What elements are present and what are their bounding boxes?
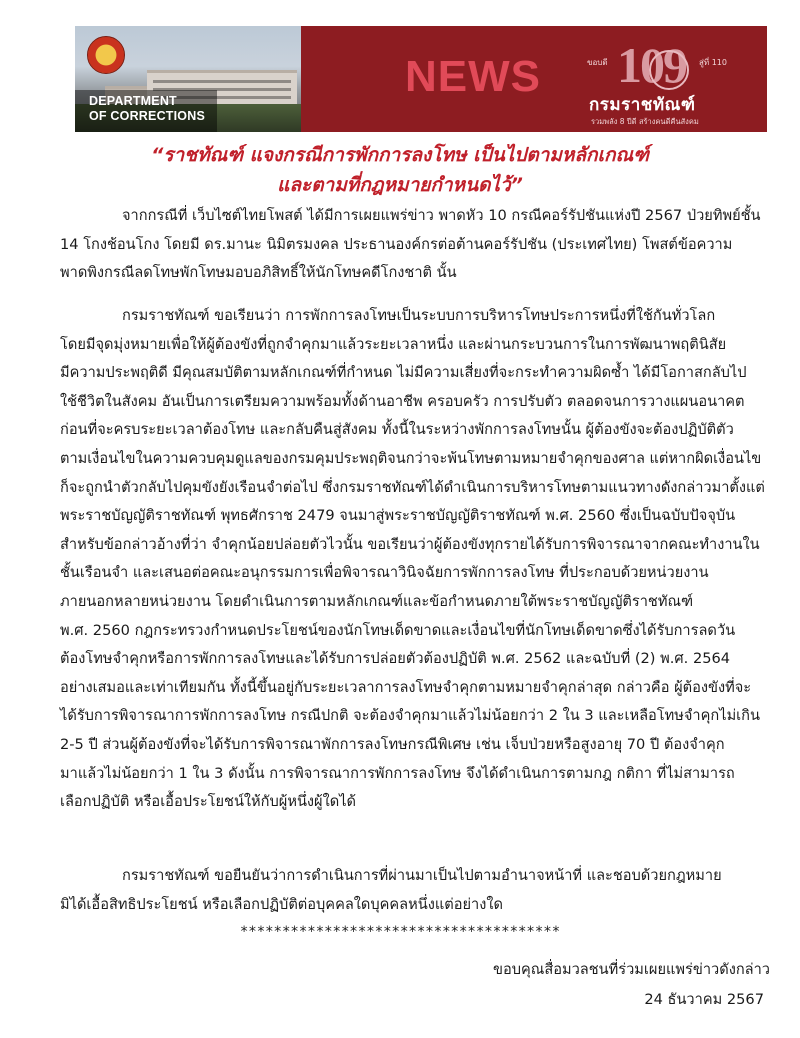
paragraph-line: จากกรณีที่ เว็บไซต์ไทยโพสต์ ได้มีการเผยแพร่ข่าว พาดหัว 10 กรณีคอร์รัปชันแห่งปี 2567 ป่วยทิพย์ชั้น [122,207,761,224]
news-banner [75,26,767,132]
headline-line-1: “ราชทัณฑ์ แจงกรณีการพักการลงโทษ เป็นไปตามหลักเกณฑ์ [151,144,649,166]
paragraph-line: พระราชบัญญัติราชทัณฑ์ พุทธศักราช 2479 จนมาสู่พระราชบัญญัติราชทัณฑ์ พ.ศ. 2560 ซึ่งเป็นฉบับปัจจุบัน [60,507,736,525]
department-name: DEPARTMENT OF CORRECTIONS [89,94,205,123]
closing-thanks: ขอบคุณสื่อมวลชนที่ร่วมเผยแพร่ข่าวดังกล่าว [493,961,770,978]
paragraph-line: ก่อนที่จะครบระยะเวลาต้องโทษ และกลับคืนสู่สังคม ทั้งนี้ในระหว่างพักการลงโทษนั้น ผู้ต้องขังจะต้องปฏิบัติตัว [60,421,734,439]
logo-slogan: รวมพลัง 8 ปีดี สร้างคนดีคืนสังคม [591,117,699,126]
paragraph-line: ต้องโทษจำคุกหรือการพักการลงโทษและได้รับการปล่อยตัวต้องปฏิบัติ พ.ศ. 2562 และฉบับที่ (2) พ.ศ. 2564 [60,650,731,668]
emblem-icon [649,50,689,90]
paragraph-line: โดยมีจุดมุ่งหมายเพื่อให้ผู้ต้องขังที่ถูกจำคุกมาแล้วระยะเวลาหนึ่ง และผ่านกระบวนการในการพัฒนาพฤตินิสัย [60,335,727,353]
paragraph-line: ตามเงื่อนไขในความควบคุมดูแลของกรมคุมประพฤติจนกว่าจะพ้นโทษตามหมายจำคุกของศาล แต่หากผิดเงื่อนไข [60,449,762,467]
paragraph-line: ชั้นเรือนจำ และเสนอต่อคณะอนุกรรมการเพื่อพิจารณาวินิจฉัยการพักการลงโทษ ที่ประกอบด้วยหน่วยงาน [60,564,709,582]
headline-line-2: และตามที่กฎหมายกำหนดไว้” [277,174,523,196]
paragraph-line: 2-5 ปี ส่วนผู้ต้องขังที่จะได้รับการพิจารณาพักการลงโทษกรณีพิเศษ เช่น เจ็บป่วยหรือสูงอายุ 70 ปี ต้องจำคุก [60,735,725,753]
paragraph-line: 14 โกงช้อนโกง โดยมี ดร.มานะ นิมิตรมงคล ประธานองค์กรต่อต้านคอร์รัปชัน (ประเทศไทย) โพสต์ข้อความ [60,235,733,253]
news-label: NEWS [405,52,541,101]
paragraph-line: สำหรับข้อกล่าวอ้างที่ว่า จำคุกน้อยปล่อยตัวไวนั้น ขอเรียนว่าผู้ต้องขังทุกรายได้รับการพิจารณาจากคณะทำงานใน [60,535,760,553]
paragraph-line: ได้รับการพิจารณาการพักการลงโทษ กรณีปกติ จะต้องจำคุกมาแล้วไม่น้อยกว่า 2 ใน 3 และเหลือโทษจำคุกไม่เกิน [60,707,760,725]
paragraph-line: มีความประพฤติดี มีคุณสมบัติตามหลักเกณฑ์ที่กำหนด ไม่มีความเสี่ยงที่จะกระทำความผิดซ้ำ ได้มีโอกาสกลับไป [60,364,747,382]
paragraph-line: อย่างเสมอและเท่าเทียมกัน ทั้งนี้ขึ้นอยู่กับระยะเวลาการลงโทษจำคุกตามหมายจำคุกล่าสุด กล่าวคือ ผู้ต้องขังที่จะ [60,678,752,696]
paragraph-line: ภายนอกหลายหน่วยงาน โดยดำเนินการตามหลักเกณฑ์และข้อกำหนดภายใต้พระราชบัญญัติราชทัณฑ์ [60,592,694,610]
anniversary-logo: ขอบดี 109 สู่ที่ 110 กรมราชทัณฑ์ รวมพลัง 8 ปีดี สร้างคนดีคืนสังคม [587,37,727,126]
anniversary-number: 109 [617,37,686,93]
paragraph-line: กรมราชทัณฑ์ ขอยืนยันว่าการดำเนินการที่ผ่านมาเป็นไปตามอำนาจหน้าที่ และชอบด้วยกฎหมาย [122,867,722,884]
paragraph-2 [60,302,770,817]
paragraph-line: ใช้ชีวิตในสังคม อันเป็นการเตรียมความพร้อมทั้งด้านอาชีพ ครอบครัว การปรับตัว ตลอดจนการวางแผนอนาคต [60,392,745,410]
paragraph-1 [60,202,770,288]
paragraph-line: พ.ศ. 2560 กฎกระทรวงกำหนดประโยชน์ของนักโทษเด็ดขาดและเงื่อนไขที่นักโทษเด็ดขาดซึ่งได้รับการลดวัน [60,621,736,639]
department-seal-icon [87,36,125,74]
paragraph-line: พาดพิงกรณีลดโทษพักโทษมอบอภิสิทธิ์ให้นักโทษคดีโกงชาติ นั้น [60,264,457,282]
paragraph-line: มาแล้วไม่น้อยกว่า 1 ใน 3 ดังนั้น การพิจารณาการพักการลงโทษ จึงได้ดำเนินการตามกฎ กติกา ที่ไม่สามารถ [60,764,735,782]
paragraph-line: ก็จะถูกนำตัวกลับไปคุมขังยังเรือนจำต่อไป ซึ่งกรมราชทัณฑ์ได้ดำเนินการบริหารโทษตามแนวทางดังกล่าวมาตั้งแต่ [60,478,765,496]
release-date: 24 ธันวาคม 2567 [644,991,764,1008]
paragraph-line: มิได้เอื้อสิทธิประโยชน์ หรือเลือกปฏิบัติต่อบุคคลใดบุคคลหนึ่งแต่อย่างใด [60,895,503,913]
logo-department-name: กรมราชทัณฑ์ [589,95,696,115]
paragraph-3 [60,862,770,919]
paragraph-line: กรมราชทัณฑ์ ขอเรียนว่า การพักการลงโทษเป็นระบบการบริหารโทษประการหนึ่งที่ใช้กันทั่วโลก [122,307,716,324]
separator: ************************************** [239,924,561,940]
building-photo [75,26,301,132]
paragraph-line: เลือกปฏิบัติ หรือเอื้อประโยชน์ให้กับผู้หนึ่งผู้ใดได้ [60,793,357,811]
